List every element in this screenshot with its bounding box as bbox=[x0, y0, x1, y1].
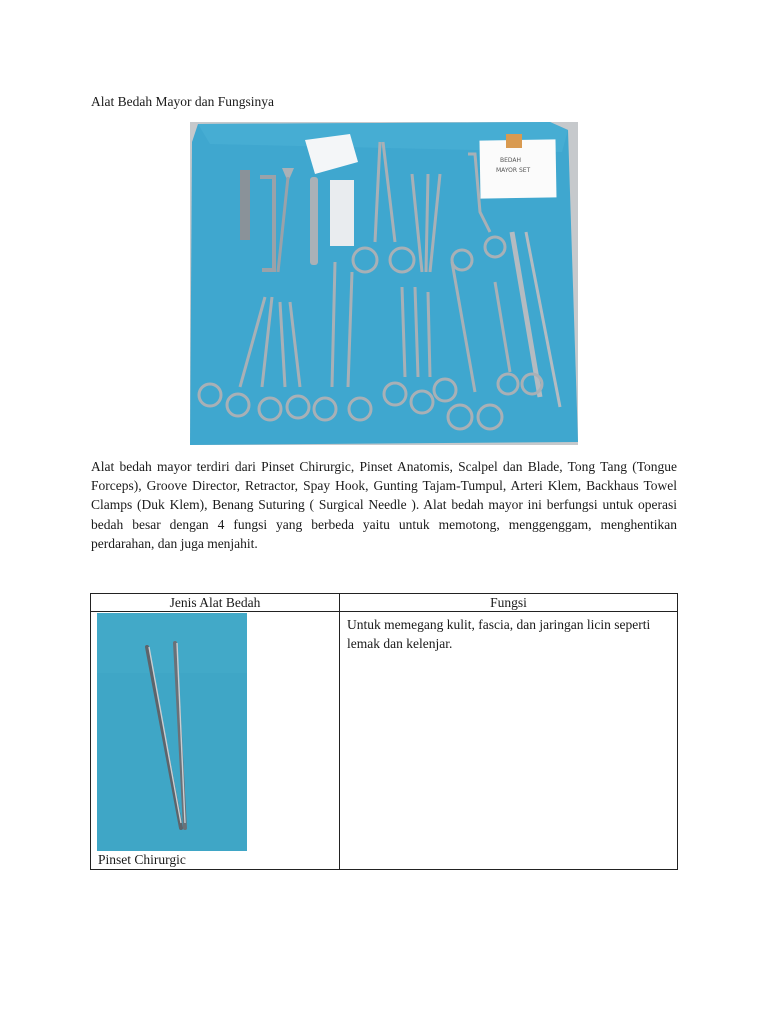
header-jenis: Jenis Alat Bedah bbox=[91, 594, 340, 612]
forceps-illustration bbox=[97, 613, 247, 851]
instruments-illustration bbox=[190, 122, 578, 445]
header-fungsi: Fungsi bbox=[340, 594, 678, 612]
table-row bbox=[91, 612, 678, 870]
set-label-text-2: MAYOR SET bbox=[496, 167, 531, 174]
intro-paragraph: Alat bedah mayor terdiri dari Pinset Chirurgic, Pinset Anatomis, Scalpel dan Blade, Tong Tang (Tongue Forceps), Groove Director, Retractor, Spay Hook, Gunting Tajam-Tumpul, Arteri Klem, Backhaus Towel Clamps (Duk Klem), Benang Suturing ( Surgical Needle ). Alat bedah mayor ini berfungsi untuk operasi bedah besar dengan 4 fungsi yang berbeda yaitu untuk memotong, menggenggam, menghentikan perdarahan, dan juga menjahit. bbox=[91, 459, 677, 551]
pinset-chirurgic-photo bbox=[97, 613, 247, 851]
tool-name: Pinset Chirurgic bbox=[98, 852, 186, 867]
surgical-instruments-photo bbox=[190, 122, 578, 445]
tool-function: Untuk memegang kulit, fascia, dan jaringan licin seperti lemak dan kelenjar. bbox=[340, 612, 678, 870]
set-label-text: BEDAH bbox=[500, 157, 522, 164]
table-header-row bbox=[91, 594, 678, 612]
tool-table bbox=[90, 593, 678, 870]
tool-cell bbox=[91, 612, 340, 870]
page-title: Alat Bedah Mayor dan Fungsinya bbox=[91, 94, 274, 109]
